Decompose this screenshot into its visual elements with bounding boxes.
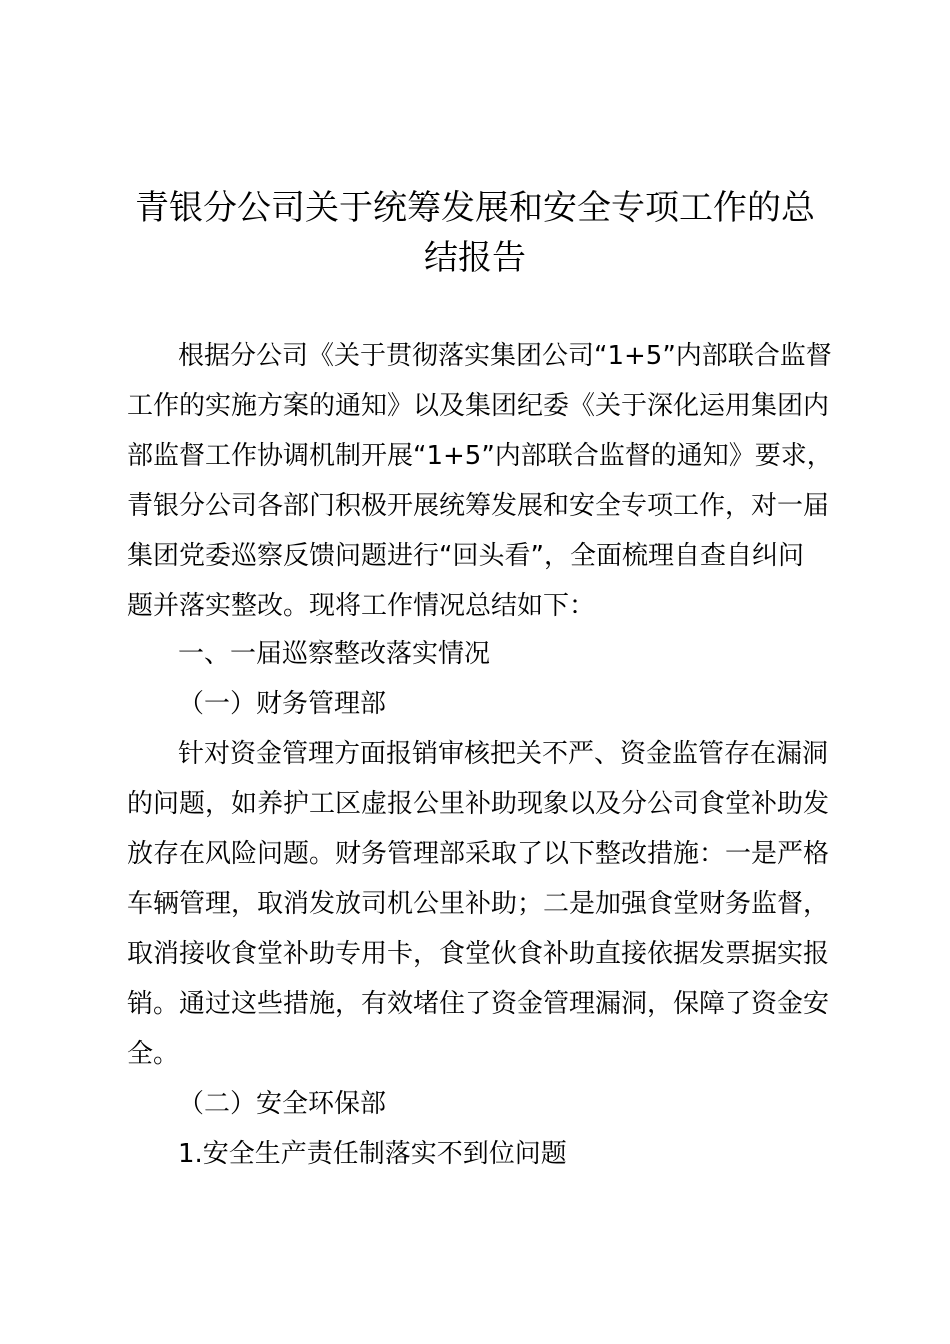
body-line-4: 青银分公司各部门积极开展统筹发展和安全专项工作，对一届 [127, 491, 830, 521]
body-line-3: 部监督工作协调机制开展“1+5”内部联合监督的通知》要求， [127, 441, 833, 471]
body-line-6: 题并落实整改。现将工作情况总结如下： [127, 591, 596, 621]
body-line-2: 工作的实施方案的通知》以及集团纪委《关于深化运用集团内 [127, 391, 830, 421]
body-line-9: 放存在风险问题。财务管理部采取了以下整改措施：一是严格 [127, 839, 830, 869]
body-line-8: 的问题，如养护工区虚报公里补助现象以及分公司食堂补助发 [127, 789, 830, 819]
body-line-7: 针对资金管理方面报销审核把关不严、资金监管存在漏洞 [178, 739, 829, 769]
body-line-12: 销。通过这些措施，有效堵住了资金管理漏洞，保障了资金安 [127, 989, 830, 1019]
subsection-heading-2: （二）安全环保部 [178, 1089, 387, 1119]
body-line-11: 取消接收食堂补助专用卡，食堂伙食补助直接依据发票据实报 [127, 939, 830, 969]
body-line-1: 根据分公司《关于贯彻落实集团公司“1+5”内部联合监督 [178, 341, 832, 371]
document-title-line-2: 结报告 [424, 238, 526, 278]
section-heading-1: 一、一届巡察整改落实情况 [178, 639, 491, 669]
body-line-5: 集团党委巡察反馈问题进行“回头看”，全面梳理自查自纠问 [127, 541, 804, 571]
subsection-heading-1: （一）财务管理部 [178, 689, 387, 719]
body-line-13: 全。 [127, 1039, 180, 1069]
numbered-item-1: 1.安全生产责任制落实不到位问题 [178, 1139, 567, 1169]
document-title-line-1: 青银分公司关于统筹发展和安全专项工作的总 [135, 188, 815, 228]
body-line-10: 车辆管理，取消发放司机公里补助；二是加强食堂财务监督， [127, 889, 830, 919]
